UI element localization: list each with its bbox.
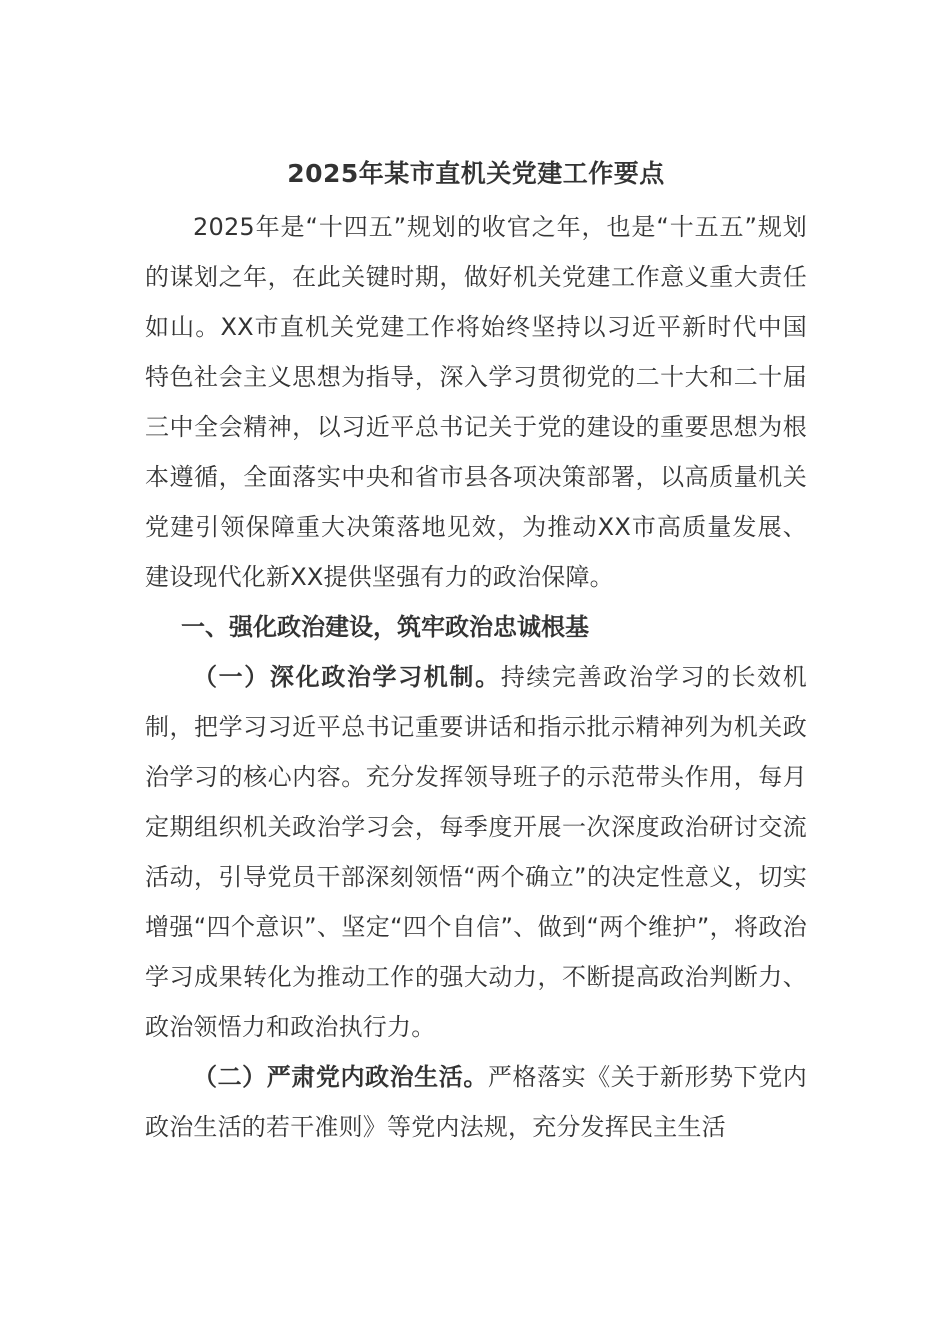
intro-paragraph: 2025年是“十四五”规划的收官之年，也是“十五五”规划的谋划之年，在此关键时期，做好机关党建工作意义重大责任如山。XX市直机关党建工作将始终坚持以习近平新时代中国特色社会主义思想为指导，深入学习贯彻党的二十大和二十届三中全会精神，以习近平总书记关于党的建设的重要思想为根本遵循，全面落实中央和省市县各项决策部署，以高质量机关党建引领保障重大决策落地见效，为推动XX市高质量发展、建设现代化新XX提供坚强有力的政治保障。 [145, 213, 807, 591]
item-body-2: 严格落实《关于新形势下党内政治生活的若干准则》等党内法规，充分发挥民主生活 [145, 1063, 807, 1141]
item-paragraph-2 [145, 1052, 807, 1152]
item-lead-2: （二）严肃党内政治生活。 [193, 1063, 488, 1091]
document-content [145, 152, 807, 1152]
section-heading: 一、强化政治建设，筑牢政治忠诚根基 [181, 613, 589, 641]
item-paragraph-1 [145, 652, 807, 1052]
item-body-1: 持续完善政治学习的长效机制，把学习习近平总书记重要讲话和指示批示精神列为机关政治学习的核心内容。充分发挥领导班子的示范带头作用，每月定期组织机关政治学习会，每季度开展一次深度政治研讨交流活动，引导党员干部深刻领悟“两个确立”的决定性意义，切实增强“四个意识”、坚定“四个自信”、做到“两个维护”，将政治学习成果转化为推动工作的强大动力，不断提高政治判断力、政治领悟力和政治执行力。 [145, 663, 807, 1041]
document-title: 2025年某市直机关党建工作要点 [287, 159, 665, 188]
item-lead-1: （一）深化政治学习机制。 [193, 663, 501, 691]
